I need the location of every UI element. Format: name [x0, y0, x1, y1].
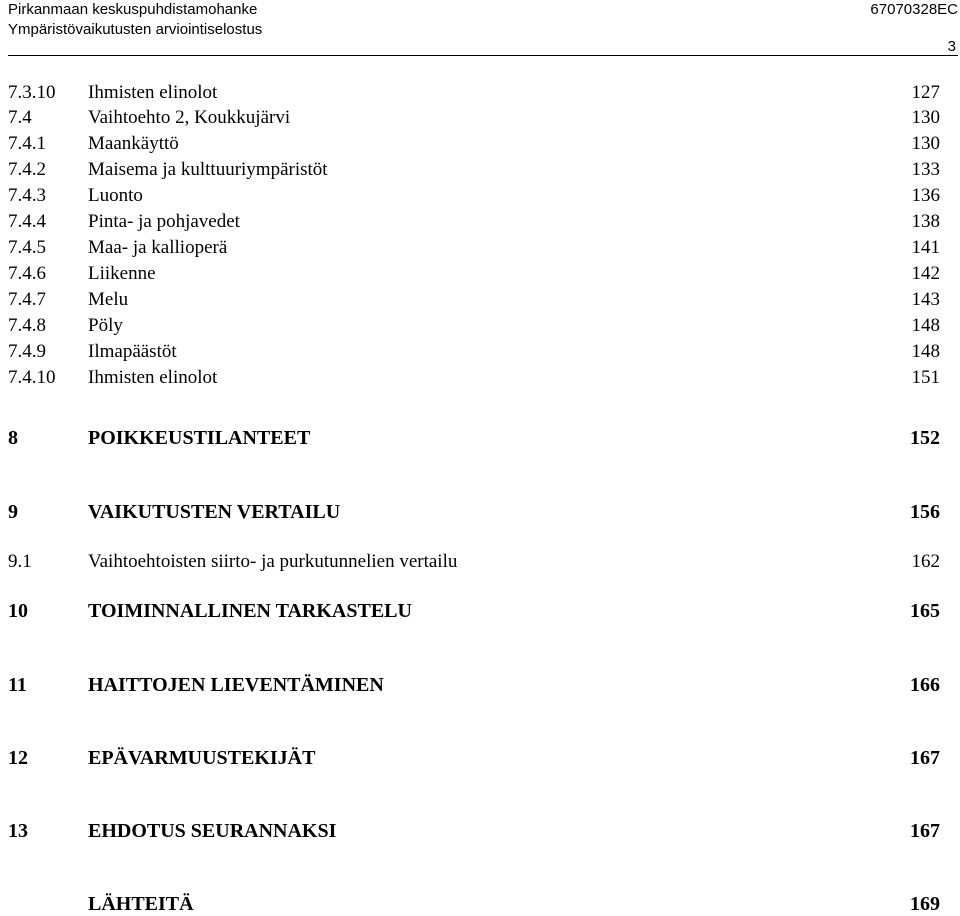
toc-entry	[8, 314, 940, 338]
toc-entry	[8, 366, 940, 390]
toc-entry-page: 136	[911, 185, 940, 206]
toc-chapter	[8, 673, 940, 697]
toc-chapter-page: 156	[910, 500, 940, 523]
toc-entry-number: 7.3.10	[8, 82, 56, 103]
toc-chapter-page: 152	[910, 426, 940, 449]
toc-chapter	[8, 746, 940, 770]
page-number: 3	[947, 38, 956, 55]
toc-entry	[8, 81, 940, 105]
toc-entry-number: 9.1	[8, 551, 32, 572]
toc-chapter-number: 10	[8, 599, 28, 622]
toc-chapter-title: EHDOTUS SEURANNAKSI	[88, 819, 337, 842]
toc-entry-title: Ilmapäästöt	[88, 341, 177, 362]
toc-entry	[8, 262, 940, 286]
toc-chapter-page: 167	[910, 746, 940, 769]
toc-entry-page: 141	[911, 237, 940, 258]
toc-entry-number: 7.4.7	[8, 289, 46, 310]
toc-entry	[8, 550, 940, 574]
toc-entry-page: 143	[911, 289, 940, 310]
toc-entry	[8, 158, 940, 182]
toc-entry-number: 7.4.2	[8, 159, 46, 180]
toc-entry-page: 148	[911, 341, 940, 362]
header-divider	[8, 55, 958, 56]
header-doc-code: 67070328EC	[870, 1, 958, 18]
toc-entry-number: 7.4.8	[8, 315, 46, 336]
toc-entry-title: Ihmisten elinolot	[88, 82, 218, 103]
toc-entry	[8, 184, 940, 208]
toc-entry-title: Pöly	[88, 315, 123, 336]
toc-chapter-page: 167	[910, 819, 940, 842]
toc-entry-number: 7.4.6	[8, 263, 46, 284]
toc-chapter-title: POIKKEUSTILANTEET	[88, 426, 311, 449]
toc-chapter-number: 12	[8, 746, 28, 769]
toc-chapter-number: 11	[8, 673, 27, 696]
toc-chapter-number: 13	[8, 819, 28, 842]
toc-entry-title: Vaihtoehtoisten siirto- ja purkutunnelien vertailu	[88, 551, 458, 572]
toc-entry-number: 7.4.1	[8, 133, 46, 154]
toc-entry-title: Maankäyttö	[88, 133, 179, 154]
toc-chapter-number: 8	[8, 426, 18, 449]
toc-entry-title: Liikenne	[88, 263, 156, 284]
toc-entry-page: 130	[911, 107, 940, 128]
toc-entry-number: 7.4	[8, 107, 32, 128]
toc-entry-title: Maisema ja kulttuuriympäristöt	[88, 159, 328, 180]
toc-chapter-title: HAITTOJEN LIEVENTÄMINEN	[88, 673, 384, 696]
toc-entry-number: 7.4.10	[8, 367, 56, 388]
toc-entry-page: 162	[911, 551, 940, 572]
header-document-type: Ympäristövaikutusten arviointiselostus	[8, 21, 263, 38]
toc-chapter-title: LÄHTEITÄ	[88, 892, 194, 915]
toc-entry	[8, 236, 940, 260]
toc-entry-number: 7.4.9	[8, 341, 46, 362]
toc-entry-number: 7.4.5	[8, 237, 46, 258]
toc-entry-page: 151	[911, 367, 940, 388]
toc-entry-title: Ihmisten elinolot	[88, 367, 218, 388]
toc-entry-number: 7.4.4	[8, 211, 46, 232]
toc-chapter	[8, 426, 940, 450]
toc-chapter-title: EPÄVARMUUSTEKIJÄT	[88, 746, 316, 769]
toc-chapter	[8, 892, 940, 916]
toc-entry-title: Luonto	[88, 185, 143, 206]
toc-chapter-title: TOIMINNALLINEN TARKASTELU	[88, 599, 412, 622]
toc-entry-title: Melu	[88, 289, 129, 310]
toc-chapter	[8, 819, 940, 843]
toc-entry-page: 133	[911, 159, 940, 180]
toc-entry	[8, 288, 940, 312]
toc-entry-page: 130	[911, 133, 940, 154]
toc-chapter-page: 166	[910, 673, 940, 696]
toc-entry	[8, 106, 940, 130]
toc-entry	[8, 340, 940, 364]
toc-chapter-page: 169	[910, 892, 940, 915]
toc-entry-page: 148	[911, 315, 940, 336]
toc-chapter-title: VAIKUTUSTEN VERTAILU	[88, 500, 341, 523]
toc-entry-title: Vaihtoehto 2, Koukkujärvi	[88, 107, 291, 128]
toc-entry	[8, 132, 940, 156]
toc-entry-page: 138	[911, 211, 940, 232]
toc-chapter	[8, 500, 940, 524]
toc-entry-title: Pinta- ja pohjavedet	[88, 211, 240, 232]
toc-entry	[8, 210, 940, 234]
toc-chapter-page: 165	[910, 599, 940, 622]
toc-chapter-number: 9	[8, 500, 18, 523]
page-header	[8, 0, 958, 40]
toc-chapter	[8, 599, 940, 623]
header-organization: Pirkanmaan keskuspuhdistamohanke	[8, 1, 258, 18]
toc-entry-number: 7.4.3	[8, 185, 46, 206]
toc-entry-page: 142	[911, 263, 940, 284]
toc-entry-page: 127	[911, 82, 940, 103]
toc-entry-title: Maa- ja kallioperä	[88, 237, 228, 258]
